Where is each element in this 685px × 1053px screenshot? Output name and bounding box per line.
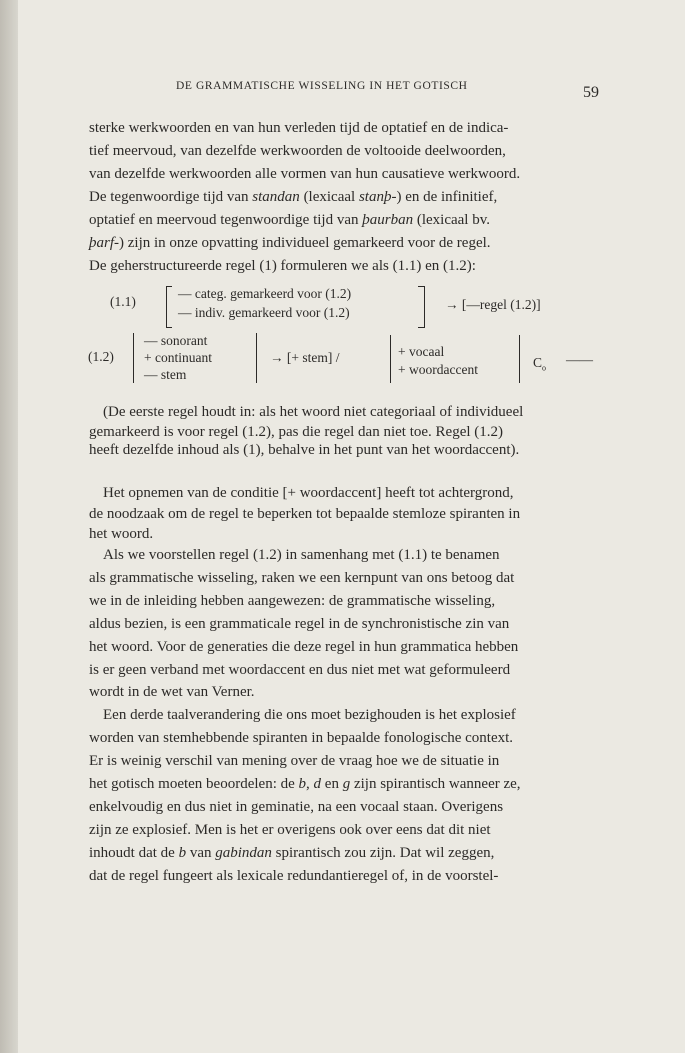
env-bracket-left — [390, 335, 391, 383]
text-line: De tegenwoordige tijd van standan (lexicaal stanþ-) en de infinitief, — [89, 189, 498, 205]
text-line: we in de inleiding hebben aangewezen: de grammatische wisseling, — [89, 593, 496, 609]
consonant-symbol: $C_o$ — [533, 355, 547, 373]
bracket-right — [256, 333, 257, 383]
text-line: worden van stemhebbende spiranten in bepaalde fonologische context. — [89, 730, 514, 746]
italic-word: þaurban — [362, 212, 414, 228]
italic-word: gabindan — [215, 845, 272, 861]
text-line: aldus bezien, is een grammaticale regel in de synchronistische zin van — [89, 616, 510, 632]
text-line: het woord. Voor de generaties die deze regel in hun grammatica hebben — [89, 639, 519, 655]
formula-row: — indiv. gemarkeerd voor (1.2) — [178, 305, 350, 320]
text-line: Er is weinig verschil van mening over de vraag hoe we de situatie in — [89, 753, 500, 769]
text-line: het woord. — [89, 526, 154, 542]
formula-row: — categ. gemarkeerd voor (1.2) — [178, 286, 352, 301]
feature: — sonorant — [144, 333, 208, 348]
page-number: 59 — [583, 84, 599, 101]
italic-letter: g — [342, 776, 351, 792]
text-line: sterke werkwoorden en van hun verleden tijd de optatief en de indica- — [89, 120, 509, 136]
running-title: DE GRAMMATISCHE WISSELING IN HET GOTISCH — [176, 80, 468, 92]
env-bracket-right — [519, 335, 520, 383]
formula-result: → [—regel (1.2)] — [445, 297, 541, 312]
italic-word: standan — [252, 189, 300, 205]
structural-change: → [+ stem] / — [270, 350, 340, 365]
text-line: als grammatische wisseling, raken we een kernpunt van ons betoog dat — [89, 570, 515, 586]
italic-letter: b — [178, 845, 187, 861]
text-line: heeft dezelfde inhoud als (1), behalve in het punt van het woordaccent). — [89, 442, 520, 458]
text-line: þarf-) zijn in onze opvatting individueel gemarkeerd voor de regel. — [89, 235, 491, 251]
text-line: Als we voorstellen regel (1.2) in samenhang met (1.1) te benamen — [103, 547, 500, 563]
environment-feature: + woordaccent — [398, 362, 478, 377]
bracket-right-bottom — [418, 327, 424, 328]
italic-word: þarf- — [89, 235, 119, 251]
text-line: (De eerste regel houdt in: als het woord niet categoriaal of individueel — [103, 404, 524, 420]
focus-blank: —— — [566, 352, 593, 367]
bracket-left-top — [166, 286, 172, 287]
text-line: De geherstructureerde regel (1) formuleren we als (1.1) en (1.2): — [89, 258, 476, 274]
feature: + continuant — [144, 350, 212, 365]
bracket-left — [166, 286, 167, 328]
text-line: gemarkeerd is voor regel (1.2), pas die regel dan niet toe. Regel (1.2) — [89, 424, 504, 440]
text-line: Het opnemen van de conditie [+ woordaccent] heeft tot achtergrond, — [103, 485, 514, 501]
text-line: wordt in de wet van Verner. — [89, 684, 255, 700]
text-line: is er geen verband met woordaccent en dus niet met wat geformuleerd — [89, 662, 511, 678]
bracket-right-top — [418, 286, 424, 287]
environment-feature: + vocaal — [398, 344, 445, 359]
text-line: enkelvoudig en dus niet in geminatie, na een vocaal staan. Overigens — [89, 799, 504, 815]
formula-label: (1.1) — [110, 294, 136, 309]
bracket-left — [133, 333, 134, 383]
feature: — stem — [144, 367, 187, 382]
text-line: de noodzaak om de regel te beperken tot bepaalde stemloze spiranten in — [89, 506, 521, 522]
italic-word: stanþ- — [358, 189, 397, 205]
text-line: inhoudt dat de b van gabindan spirantisch zou zijn. Dat wil zeggen, — [89, 845, 495, 861]
page-gutter-shadow — [0, 0, 18, 1053]
text-line: dat de regel fungeert als lexicale redundantieregel of, in de voorstel- — [89, 868, 499, 884]
formula-label: (1.2) — [88, 349, 114, 364]
text-line: het gotisch moeten beoordelen: de b, d en g zijn spirantisch wanneer ze, — [89, 776, 521, 792]
text-line: zijn ze explosief. Men is het er overigens ook over eens dat dit niet — [89, 822, 491, 838]
italic-letter: d — [313, 776, 322, 792]
text-line: optatief en meervoud tegenwoordige tijd van þaurban (lexicaal bv. — [89, 212, 490, 228]
text-line: Een derde taalverandering die ons moet bezighouden is het explosief — [103, 707, 516, 723]
bracket-right — [424, 286, 425, 328]
italic-letter: b — [298, 776, 307, 792]
bracket-left-bottom — [166, 327, 172, 328]
text-line: van dezelfde werkwoorden alle vormen van hun causatieve werkwoord. — [89, 166, 521, 182]
text-line: tief meervoud, van dezelfde werkwoorden de voltooide deelwoorden, — [89, 143, 506, 159]
